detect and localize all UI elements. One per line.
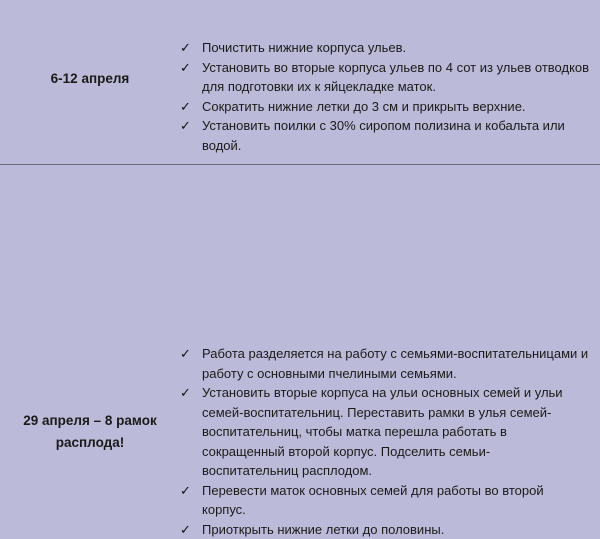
list-item: [180, 97, 600, 117]
task-text: [202, 481, 600, 520]
table-row: [0, 0, 600, 165]
date-label: 29 апреля – 8 рамок: [0, 410, 180, 432]
task-line: Работа разделяется на работу с семьями-воспитательницами и: [202, 344, 600, 364]
date-label: 6-12 апреля: [0, 68, 180, 90]
list-item: [180, 383, 600, 481]
list-item: [180, 344, 600, 383]
task-line: воспитательниц расплодом.: [202, 461, 600, 481]
checkmark-icon: ✓: [180, 97, 194, 117]
task-line: Почистить нижние корпуса ульев.: [202, 38, 600, 58]
list-item: [180, 58, 600, 97]
list-item: [180, 116, 600, 155]
task-text: [202, 116, 600, 155]
task-line: корпус.: [202, 500, 600, 520]
task-line: сокращенный второй корпус. Подселить семьи-: [202, 442, 600, 462]
checkmark-icon: ✓: [180, 38, 194, 58]
task-line: работу с основными пчелиными семьями.: [202, 364, 600, 384]
task-text: [202, 383, 600, 481]
task-text: [202, 38, 600, 58]
checkmark-icon: ✓: [180, 520, 194, 539]
task-list: [180, 38, 600, 155]
task-list: [180, 344, 600, 539]
table-row: [0, 166, 600, 400]
task-line: водой.: [202, 136, 600, 156]
row-divider: [0, 164, 600, 165]
task-line: семей-воспитательниц. Переставить рамки в улья семей-: [202, 403, 600, 423]
task-text: [202, 97, 600, 117]
task-line: Перевести маток основных семей для работы во второй: [202, 481, 600, 501]
list-item: [180, 38, 600, 58]
checkmark-icon: ✓: [180, 116, 194, 136]
checkmark-icon: ✓: [180, 344, 194, 364]
date-cell: [0, 68, 180, 90]
task-line: Приоткрыть нижние летки до половины.: [202, 520, 600, 539]
list-item: [180, 481, 600, 520]
checkmark-icon: ✓: [180, 58, 194, 78]
date-cell: [0, 410, 180, 454]
list-item: [180, 520, 600, 539]
task-line: Сократить нижние летки до 3 см и прикрыть верхние.: [202, 97, 600, 117]
task-line: Установить поилки с 30% сиропом полизина и кобальта или: [202, 116, 600, 136]
task-line: воспитательниц, чтобы матка перешла работать в: [202, 422, 600, 442]
task-line: Установить вторые корпуса на ульи основных семей и ульи: [202, 383, 600, 403]
task-line: для подготовки их к яйцекладке маток.: [202, 77, 600, 97]
task-text: [202, 520, 600, 539]
task-text: [202, 58, 600, 97]
checkmark-icon: ✓: [180, 383, 194, 403]
task-line: Установить во вторые корпуса ульев по 4 сот из ульев отводков: [202, 58, 600, 78]
task-text: [202, 344, 600, 383]
checkmark-icon: ✓: [180, 481, 194, 501]
date-label: расплода!: [0, 432, 180, 454]
